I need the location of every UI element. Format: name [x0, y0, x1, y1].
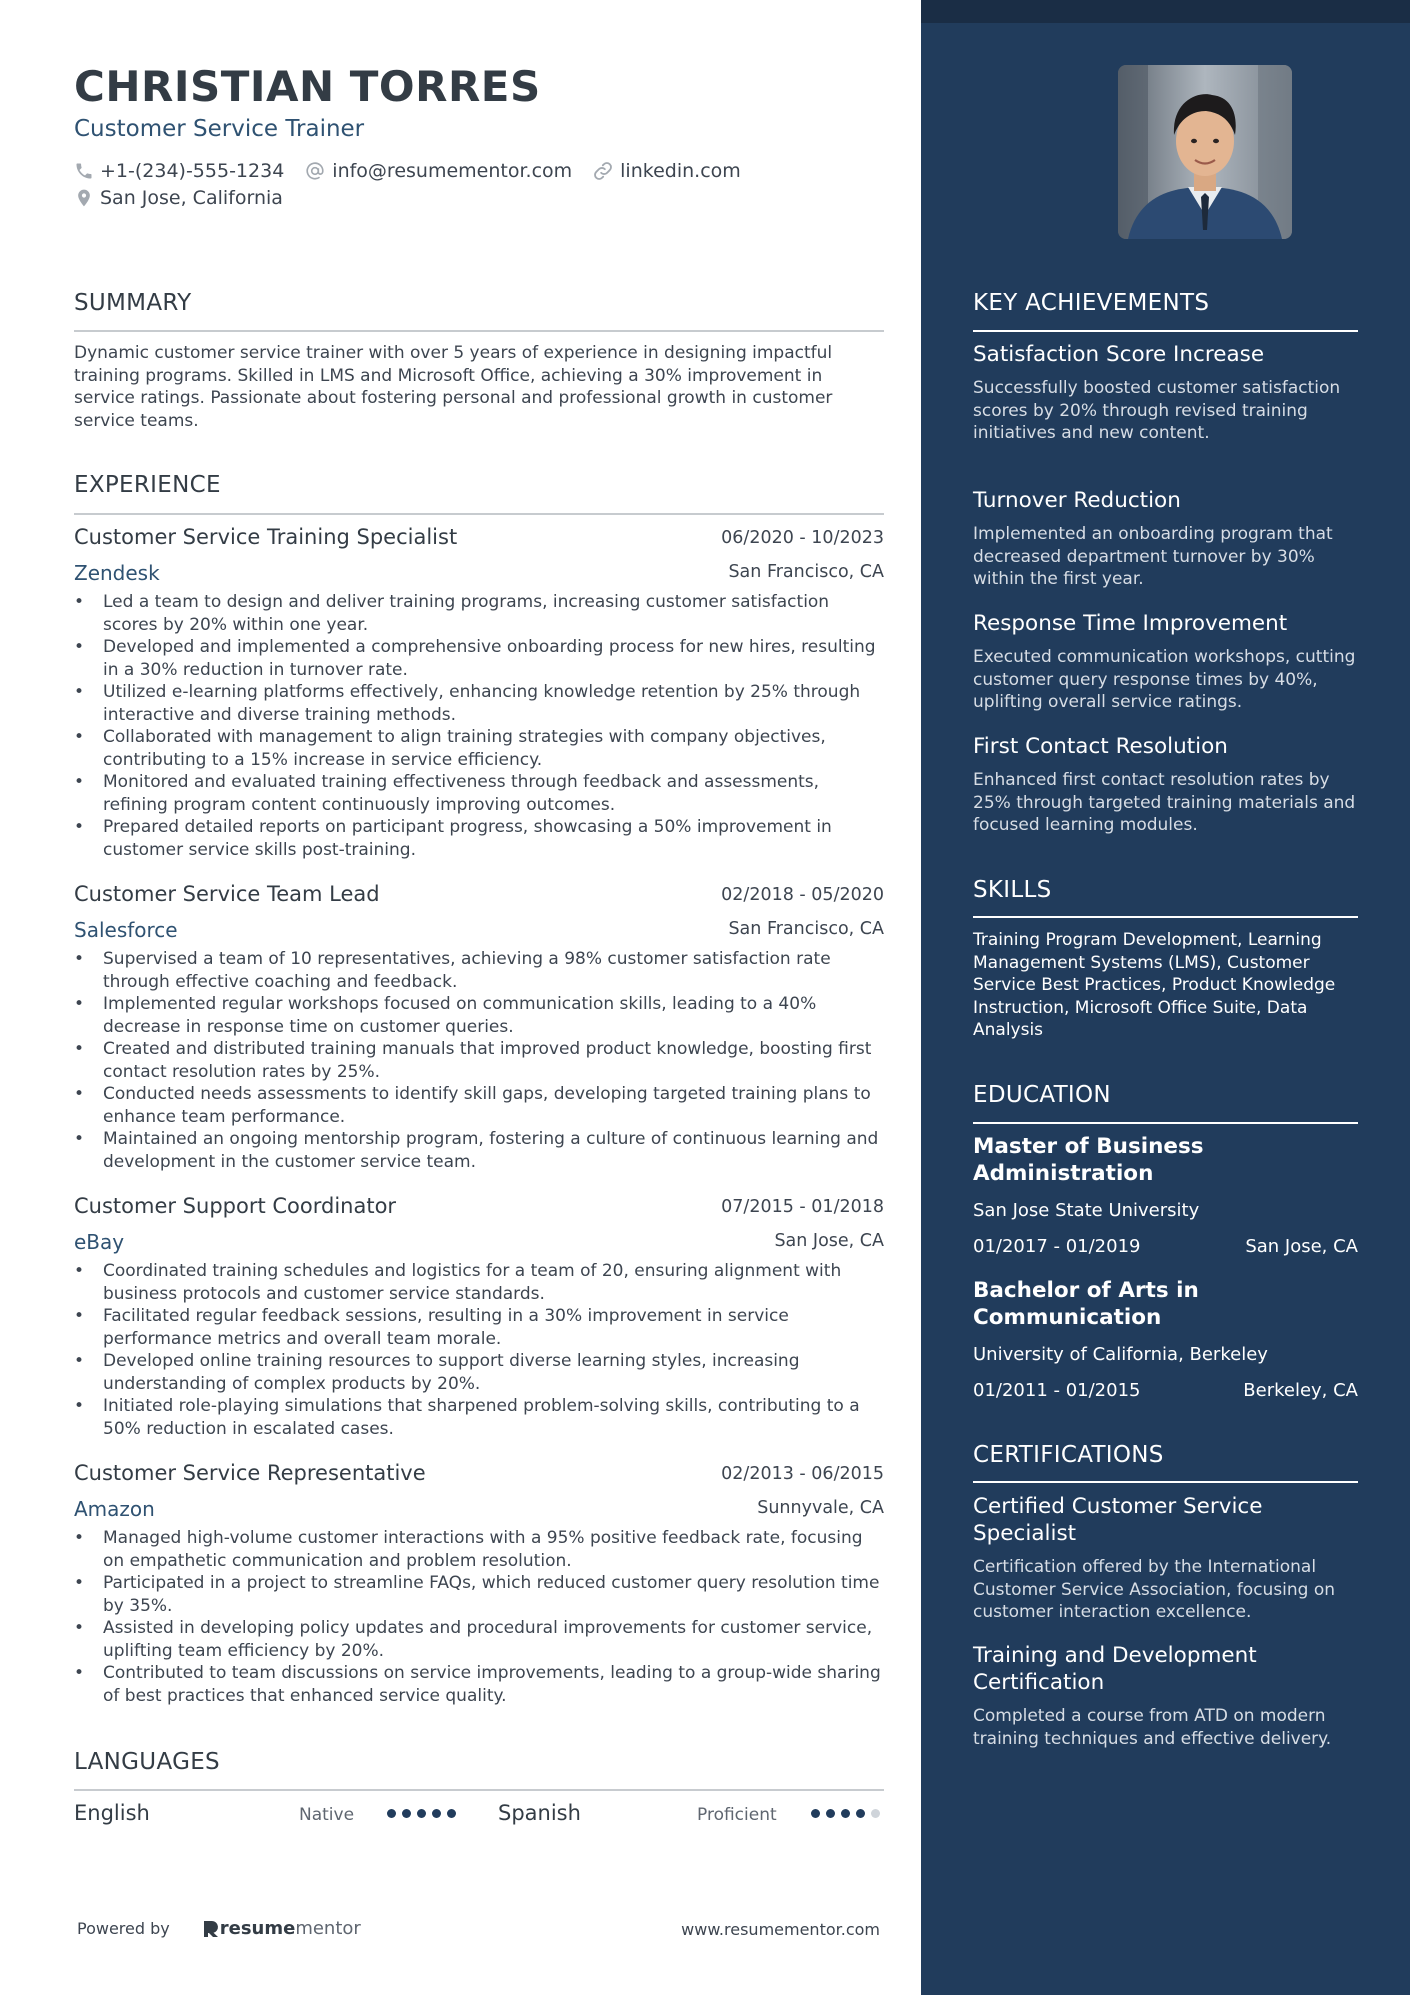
- job-company: Salesforce: [74, 918, 178, 942]
- job-bullet: • Utilized e-learning platforms effectively, enhancing knowledge retention by 25% through interactive and diverse training methods.: [74, 681, 884, 726]
- at-sign-icon: [304, 160, 326, 182]
- job-location: San Jose, CA: [774, 1231, 884, 1251]
- job-title: Customer Support Coordinator: [74, 1194, 397, 1218]
- job-location: Sunnyvale, CA: [757, 1498, 884, 1518]
- language-name: English: [74, 1801, 150, 1825]
- brand-bold: resume: [219, 1918, 296, 1939]
- job-title: Customer Service Team Lead: [74, 882, 380, 906]
- achievement-title: First Contact Resolution: [973, 734, 1228, 759]
- email-text: info@resumementor.com: [332, 160, 573, 182]
- job-bullet: • Collaborated with management to align training strategies with company objectives, contributing to a 15% increase in service efficiency.: [74, 726, 884, 771]
- job-location: San Francisco, CA: [728, 919, 884, 939]
- candidate-role: Customer Service Trainer: [74, 116, 365, 142]
- candidate-name: CHRISTIAN TORRES: [74, 62, 541, 111]
- rating-dot-filled: [432, 1809, 441, 1818]
- location-text: San Jose, California: [100, 187, 283, 209]
- powered-by: [77, 1918, 361, 1939]
- education-school: University of California, Berkeley: [973, 1344, 1268, 1365]
- achievements-divider: [973, 330, 1358, 332]
- language-rating-dots: [387, 1809, 462, 1818]
- job-bullet: • Initiated role-playing simulations that sharpened problem-solving skills, contributing to a 50% reduction in escalated cases.: [74, 1395, 884, 1440]
- job-bullet: • Prepared detailed reports on participant progress, showcasing a 50% improvement in customer service skills post-training.: [74, 816, 884, 861]
- achievement-title: Response Time Improvement: [973, 611, 1288, 636]
- resumementor-logo-icon: [202, 1919, 220, 1939]
- rating-dot-filled: [387, 1809, 396, 1818]
- contact-linkedin[interactable]: [592, 160, 741, 182]
- job-bullet: • Maintained an ongoing mentorship program, fostering a culture of continuous learning and development in the customer service team.: [74, 1128, 884, 1173]
- certifications-heading: CERTIFICATIONS: [973, 1442, 1164, 1468]
- phone-icon: [74, 161, 94, 181]
- certification-title: Certified Customer Service Specialist: [973, 1494, 1263, 1546]
- achievement-title: Turnover Reduction: [973, 488, 1181, 513]
- achievement-text: Enhanced first contact resolution rates by 25% through targeted training materials and focused learning modules.: [973, 770, 1356, 835]
- phone-text: +1-(234)-555-1234: [100, 160, 285, 182]
- job-title: Customer Service Training Specialist: [74, 525, 458, 549]
- link-icon: [592, 160, 614, 182]
- language-level: Native: [299, 1805, 355, 1825]
- job-bullet: • Assisted in developing policy updates and procedural improvements for customer service, uplifting team efficiency by 20%.: [74, 1617, 884, 1662]
- rating-dot-filled: [841, 1809, 850, 1818]
- rating-dot-filled: [811, 1809, 820, 1818]
- sidebar-top-band: [921, 0, 1410, 23]
- achievement-text: Executed communication workshops, cutting customer query response times by 40%, uplifting overall service ratings.: [973, 647, 1356, 712]
- job-bullet: • Facilitated regular feedback sessions, resulting in a 30% improvement in service performance metrics and overall team morale.: [74, 1305, 884, 1350]
- rating-dot-filled: [447, 1809, 456, 1818]
- rating-dot-filled: [856, 1809, 865, 1818]
- job-bullet: • Participated in a project to streamline FAQs, which reduced customer query resolution time by 35%.: [74, 1572, 884, 1617]
- achievements-heading: KEY ACHIEVEMENTS: [973, 290, 1210, 316]
- rating-dot-filled: [826, 1809, 835, 1818]
- achievement-title: Satisfaction Score Increase: [973, 342, 1265, 367]
- job-dates: 02/2018 - 05/2020: [721, 885, 884, 905]
- job-bullets: [74, 1260, 884, 1440]
- job-dates: 07/2015 - 01/2018: [721, 1197, 884, 1217]
- job-bullets: [74, 1527, 884, 1707]
- skills-text: Training Program Development, Learning Management Systems (LMS), Customer Service Best Practices, Product Knowledge Instruction, Microsoft Office Suite, Data Analysis: [973, 930, 1336, 1040]
- job-bullet: • Led a team to design and deliver training programs, increasing customer satisfaction scores by 20% within one year.: [74, 591, 884, 636]
- job-dates: 06/2020 - 10/2023: [721, 528, 884, 548]
- certification-text: Completed a course from ATD on modern training techniques and effective delivery.: [973, 1706, 1332, 1749]
- job-bullet: • Created and distributed training manuals that improved product knowledge, boosting first contact resolution rates by 25%.: [74, 1038, 884, 1083]
- powered-by-label: Powered by: [77, 1919, 170, 1938]
- job-company: Amazon: [74, 1497, 155, 1521]
- job-bullet: • Implemented regular workshops focused on communication skills, leading to a 40% decrease in response time on customer queries.: [74, 993, 884, 1038]
- job-company: Zendesk: [74, 561, 160, 585]
- languages-heading: LANGUAGES: [74, 1749, 220, 1775]
- experience-heading: EXPERIENCE: [74, 472, 221, 498]
- education-dates: 01/2017 - 01/2019: [973, 1236, 1141, 1257]
- brand-light: mentor: [295, 1918, 361, 1939]
- achievement-text: Implemented an onboarding program that decreased department turnover by 30% within the first year.: [973, 524, 1333, 589]
- education-location: Berkeley, CA: [1243, 1380, 1358, 1401]
- contact-email[interactable]: [304, 160, 572, 182]
- job-bullet: • Monitored and evaluated training effectiveness through feedback and assessments, refining program content continuously improving outcomes.: [74, 771, 884, 816]
- job-bullet: • Conducted needs assessments to identify skill gaps, developing targeted training plans to enhance team performance.: [74, 1083, 884, 1128]
- job-bullet: • Developed online training resources to support diverse learning styles, increasing understanding of complex products by 20%.: [74, 1350, 884, 1395]
- job-bullet: • Developed and implemented a comprehensive onboarding process for new hires, resulting in a 30% reduction in turnover rate.: [74, 636, 884, 681]
- language-name: Spanish: [498, 1801, 581, 1825]
- summary-divider: [74, 330, 884, 332]
- job-bullets: [74, 948, 884, 1173]
- education-degree: Master of Business Administration: [973, 1134, 1204, 1186]
- rating-dot-empty: [871, 1809, 880, 1818]
- contact-row-2: [74, 187, 303, 209]
- experience-divider: [74, 513, 884, 515]
- job-location: San Francisco, CA: [728, 562, 884, 582]
- location-pin-icon: [74, 187, 94, 209]
- footer-url[interactable]: www.resumementor.com: [681, 1920, 880, 1939]
- job-title: Customer Service Representative: [74, 1461, 426, 1485]
- job-bullet: • Managed high-volume customer interactions with a 95% positive feedback rate, focusing on empathetic communication and problem resolution.: [74, 1527, 884, 1572]
- languages-divider: [74, 1789, 884, 1791]
- job-bullet: • Supervised a team of 10 representatives, achieving a 98% customer satisfaction rate through effective coaching and feedback.: [74, 948, 884, 993]
- contact-row: [74, 160, 761, 182]
- contact-phone[interactable]: [74, 160, 284, 182]
- job-bullet: • Coordinated training schedules and logistics for a team of 20, ensuring alignment with business protocols and customer service standards.: [74, 1260, 884, 1305]
- profile-photo-image: [1118, 65, 1292, 239]
- education-school: San Jose State University: [973, 1200, 1200, 1221]
- job-dates: 02/2013 - 06/2015: [721, 1464, 884, 1484]
- education-location: San Jose, CA: [1245, 1236, 1358, 1257]
- education-dates: 01/2011 - 01/2015: [973, 1380, 1141, 1401]
- certification-text: Certification offered by the International Customer Service Association, focusing on customer interaction excellence.: [973, 1557, 1336, 1622]
- achievement-text: Successfully boosted customer satisfaction scores by 20% through revised training initiatives and new content.: [973, 378, 1341, 443]
- skills-heading: SKILLS: [973, 877, 1052, 903]
- education-heading: EDUCATION: [973, 1082, 1111, 1108]
- contact-location: [74, 187, 283, 209]
- profile-photo: [1118, 65, 1292, 239]
- education-divider: [973, 1122, 1358, 1124]
- sidebar: [921, 0, 1410, 1995]
- job-bullet: • Contributed to team discussions on service improvements, leading to a group-wide sharing of best practices that enhanced service quality.: [74, 1662, 884, 1707]
- certifications-divider: [973, 1481, 1358, 1483]
- language-rating-dots: [811, 1809, 886, 1818]
- summary-heading: SUMMARY: [74, 290, 192, 316]
- job-company: eBay: [74, 1230, 125, 1254]
- linkedin-text: linkedin.com: [620, 160, 741, 182]
- language-level: Proficient: [697, 1805, 777, 1825]
- certification-title: Training and Development Certification: [973, 1643, 1257, 1695]
- rating-dot-filled: [402, 1809, 411, 1818]
- job-bullets: [74, 591, 884, 861]
- rating-dot-filled: [417, 1809, 426, 1818]
- education-degree: Bachelor of Arts in Communication: [973, 1278, 1199, 1330]
- skills-divider: [973, 916, 1358, 918]
- resumementor-brand[interactable]: [202, 1918, 361, 1939]
- summary-text: Dynamic customer service trainer with over 5 years of experience in designing impactful training programs. Skilled in LMS and Microsoft Office, achieving a 30% improvement in service ratings. Passionate about fostering personal and professional growth in customer service teams.: [74, 343, 833, 431]
